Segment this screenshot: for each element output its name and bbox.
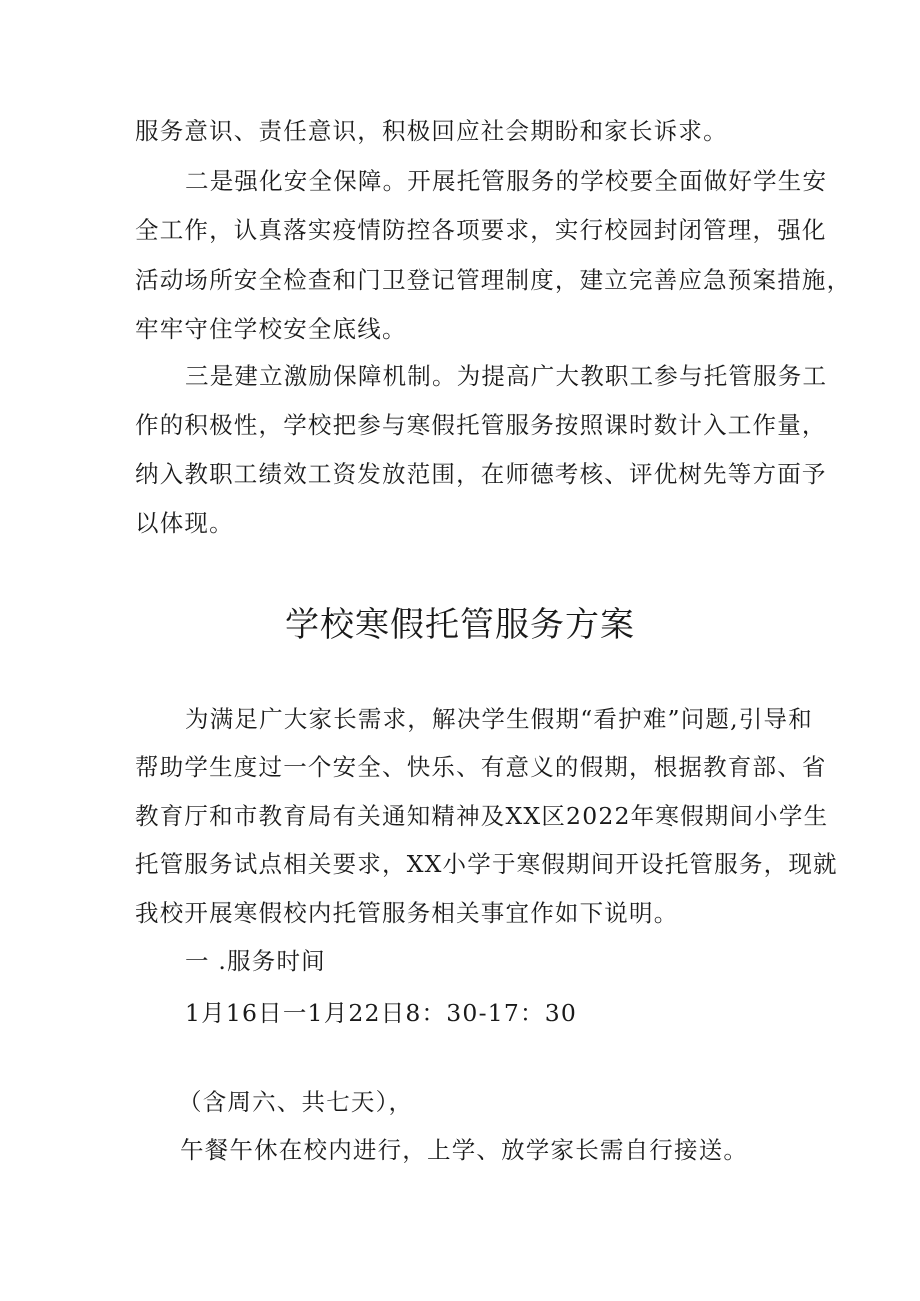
paragraph-line: 服务意识、责任意识，积极回应社会期盼和家长诉求。 bbox=[135, 117, 728, 145]
document-title: 学校寒假托管服务方案 bbox=[285, 605, 635, 645]
paragraph-line: 二是强化安全保障。开展托管服务的学校要全面做好学生安 bbox=[185, 167, 828, 195]
paragraph-line: 为满足广大家长需求，解决学生假期“看护难”问题,引导和 bbox=[185, 705, 813, 733]
paragraph-line: 三是建立激励保障机制。为提高广大教职工参与托管服务工 bbox=[185, 362, 828, 390]
paragraph-line: 以体现。 bbox=[135, 509, 234, 537]
paragraph-line: 帮助学生度过一个安全、快乐、有意义的假期，根据教育部、省 bbox=[135, 753, 827, 781]
service-note: （含周六、共七天）， bbox=[178, 1088, 414, 1116]
paragraph-line: 托管服务试点相关要求，XX小学于寒假期间开设托管服务，现就 bbox=[135, 850, 838, 878]
paragraph-line: 活动场所安全检查和门卫登记管理制度，建立完善应急预案措施， bbox=[135, 266, 852, 294]
service-time: 1月16日一1月22日8：30-17：30 bbox=[185, 999, 578, 1027]
paragraph-line: 纳入教职工绩效工资发放范围，在师德考核、评优树先等方面予 bbox=[135, 460, 827, 488]
paragraph-line: 作的积极性，学校把参与寒假托管服务按照课时数计入工作量， bbox=[135, 411, 827, 439]
paragraph-line: 牢牢守住学校安全底线。 bbox=[135, 315, 407, 343]
paragraph-line: 全工作，认真落实疫情防控各项要求，实行校园封闭管理，强化 bbox=[135, 216, 827, 244]
lunch-note: 午餐午休在校内进行，上学、放学家长需自行接送。 bbox=[180, 1136, 749, 1164]
paragraph-line: 我校开展寒假校内托管服务相关事宜作如下说明。 bbox=[135, 899, 679, 927]
section-heading: 一 .服务时间 bbox=[185, 947, 326, 975]
paragraph-line: 教育厅和市教育局有关通知精神及XX区2022年寒假期间小学生 bbox=[135, 802, 829, 830]
